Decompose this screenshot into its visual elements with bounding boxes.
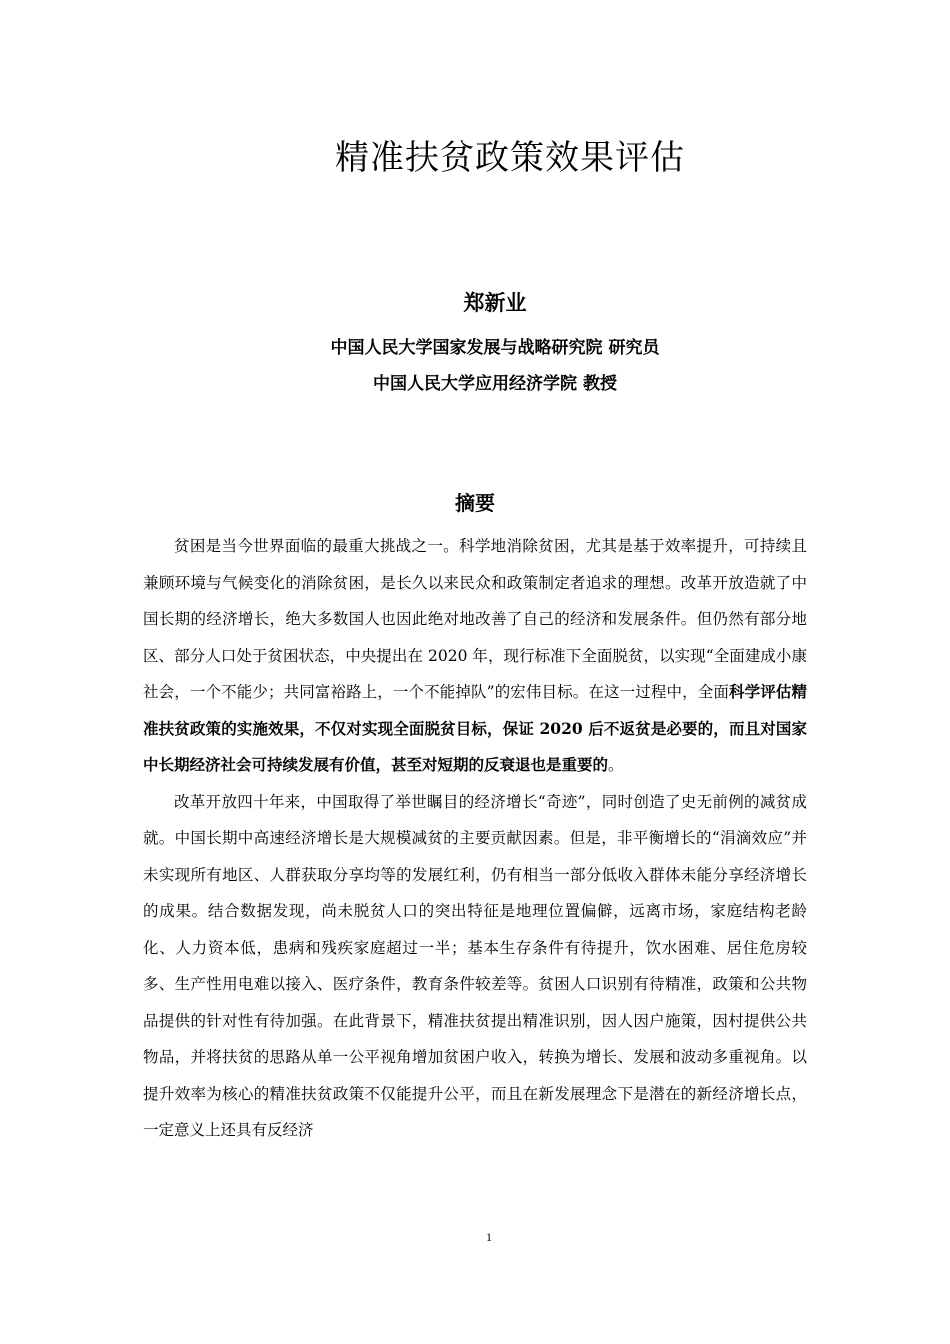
paragraph-1-text-after: 。 bbox=[608, 756, 624, 774]
abstract-paragraph-1 bbox=[143, 528, 807, 784]
affiliation-1: 中国人民大学国家发展与战略研究院 研究员 bbox=[330, 338, 660, 358]
document-title: 精准扶贫政策效果评估 bbox=[335, 138, 685, 178]
paragraph-1-text-before: 贫困是当今世界面临的最重大挑战之一。科学地消除贫困，尤其是基于效率提升，可持续且兼顾环境与气候变化的消除贫困，是长久以来民众和政策制定者追求的理想。改革开放造就了中国长期的经济增长，绝大多数国人也因此绝对地改善了自己的经济和发展条件。但仍然有部分地区、部分人口处于贫困状态，中央提出在 2020 年，现行标准下全面脱贫，以实现“全面建成小康社会，一个不能少；共同富裕路上，一个不能掉队”的宏伟目标。在这一过程中，全面 bbox=[143, 537, 807, 701]
author-name: 郑新业 bbox=[463, 291, 527, 315]
abstract-paragraph-2: 改革开放四十年来，中国取得了举世瞩目的经济增长“奇迹”，同时创造了史无前例的减贫成就。中国长期中高速经济增长是大规模减贫的主要贡献因素。但是，非平衡增长的“涓滴效应”并未实现所有地区、人群获取分享均等的发展红利，仍有相当一部分低收入群体未能分享经济增长的成果。结合数据发现，尚未脱贫人口的突出特征是地理位置偏僻，远离市场，家庭结构老龄化、人力资本低，患病和残疾家庭超过一半；基本生存条件有待提升，饮水困难、居住危房较多、生产性用电难以接入、医疗条件，教育条件较差等。贫困人口识别有待精准，政策和公共物品提供的针对性有待加强。在此背景下，精准扶贫提出精准识别，因人因户施策，因村提供公共物品，并将扶贫的思路从单一公平视角增加贫困户收入，转换为增长、发展和波动多重视角。以提升效率为核心的精准扶贫政策不仅能提升公平，而且在新发展理念下是潜在的新经济增长点，一定意义上还具有反经济 bbox=[143, 792, 807, 1139]
abstract-heading: 摘要 bbox=[455, 491, 495, 515]
paragraph-1-bold-text: 科学评估精准扶贫政策的实施效果，不仅对实现全面脱贫目标，保证 2020 后不返贫是必要的，而且对国家中长期经济社会可持续发展有价值，甚至对短期的反衰退也是重要的 bbox=[143, 682, 807, 774]
affiliation-2: 中国人民大学应用经济学院 教授 bbox=[373, 374, 617, 394]
page-number: 1 bbox=[486, 1230, 492, 1244]
abstract-body bbox=[143, 528, 807, 1149]
